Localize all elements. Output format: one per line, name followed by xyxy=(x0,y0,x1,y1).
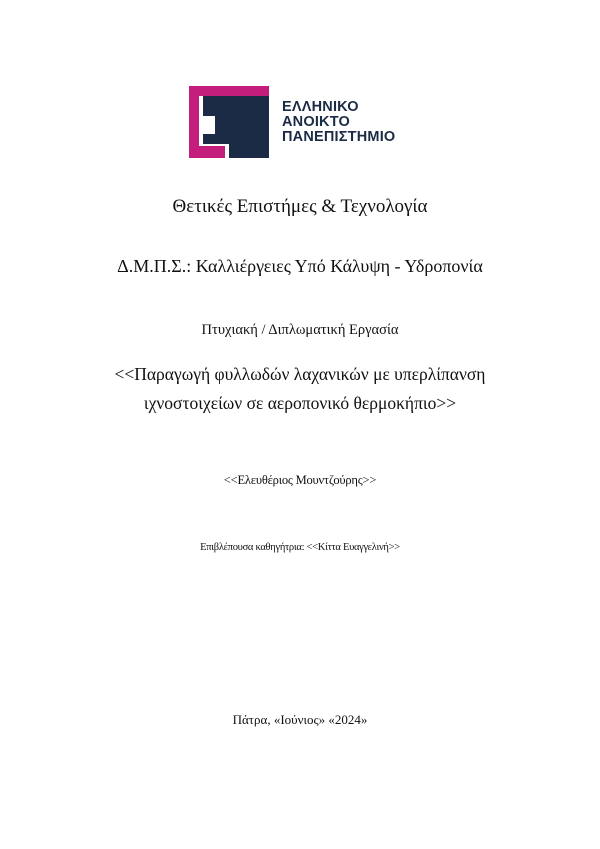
author-name: <<Ελευθέριος Μουντζούρης>> xyxy=(223,473,377,487)
thesis-title-line-2: ιχνοστοιχείων σε αεροπονικό θερμοκήπιο>> xyxy=(143,393,457,413)
logo-line-2: ΑΝΟΙΚΤΟ xyxy=(282,114,350,130)
logo-line-3: ΠΑΝΕΠΙΣΤΗΜΙΟ xyxy=(282,129,396,145)
place-date: Πάτρα, «Ιούνιος» «2024» xyxy=(232,712,368,727)
programme-heading: Δ.Μ.Π.Σ.: Καλλιέργειες Υπό Κάλυψη - Υδροπονία xyxy=(117,256,483,276)
supervisor-line: Επιβλέπουσα καθηγήτρια: <<Κίττα Ευαγγελινή>> xyxy=(200,542,400,553)
logo-wordmark xyxy=(282,100,395,145)
faculty-heading: Θετικές Επιστήμες & Τεχνολογία xyxy=(172,196,428,217)
thesis-title-line-1: <<Παραγωγή φυλλωδών λαχανικών με υπερλίπανση xyxy=(114,364,486,384)
thesis-title xyxy=(0,360,600,418)
university-logo xyxy=(189,86,425,158)
hou-emblem-icon xyxy=(189,86,269,158)
logo-line-1: ΕΛΛΗΝΙΚΟ xyxy=(282,99,359,115)
thesis-type: Πτυχιακή / Διπλωματική Εργασία xyxy=(201,322,399,338)
